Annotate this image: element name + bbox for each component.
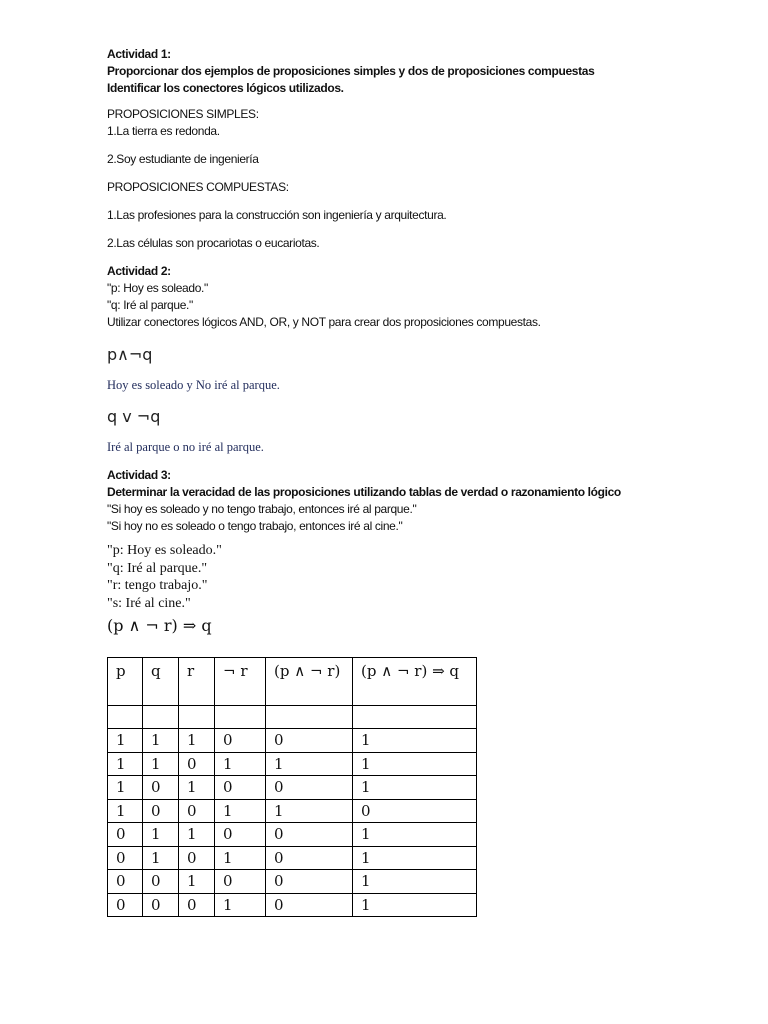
table-cell: 0	[179, 799, 215, 823]
table-cell: 0	[266, 729, 353, 753]
table-cell: 1	[266, 799, 353, 823]
table-cell: 0	[108, 846, 143, 870]
table-cell: 0	[179, 846, 215, 870]
table-empty-cell	[266, 706, 353, 729]
act2-p-def: "p: Hoy es soleado."	[107, 281, 208, 295]
table-row	[108, 776, 477, 800]
table-cell: 1	[353, 776, 477, 800]
table-cell: 0	[108, 893, 143, 917]
table-empty-cell	[143, 706, 179, 729]
act1-line2: Identificar los conectores lógicos utilizados.	[107, 81, 344, 95]
act3-instruction: Determinar la veracidad de las proposiciones utilizando tablas de verdad o razonamiento lógico	[107, 485, 621, 499]
var-s: "s: Iré al cine."	[107, 595, 191, 611]
table-cell: 1	[353, 846, 477, 870]
table-cell: 1	[215, 799, 266, 823]
act3-formula: (p ∧ ¬ r) ⇒ q	[107, 616, 212, 635]
act2-block	[107, 263, 707, 331]
table-cell: 1	[143, 729, 179, 753]
table-cell: 0	[179, 893, 215, 917]
table-row	[108, 893, 477, 917]
act3-variables	[107, 542, 707, 612]
table-cell: 0	[353, 799, 477, 823]
simple-2: 2.Soy estudiante de ingeniería	[107, 152, 259, 166]
act2-title: Actividad 2:	[107, 264, 171, 278]
table-header-cell: (p ∧ ¬ r) ⇒ q	[353, 658, 477, 706]
act2-formula2: q v ¬q	[107, 407, 161, 426]
table-cell: 1	[353, 729, 477, 753]
table-cell: 0	[143, 799, 179, 823]
act3-block	[107, 467, 707, 535]
table-cell: 1	[108, 799, 143, 823]
table-cell: 1	[143, 752, 179, 776]
table-cell: 1	[215, 752, 266, 776]
table-header-cell: (p ∧ ¬ r)	[266, 658, 353, 706]
compound-heading: PROPOSICIONES COMPUESTAS:	[107, 180, 289, 194]
var-r: "r: tengo trabajo."	[107, 578, 208, 593]
table-row	[108, 846, 477, 870]
table-cell: 0	[143, 776, 179, 800]
table-row	[108, 799, 477, 823]
table-header-cell: p	[108, 658, 143, 706]
compound-1: 1.Las profesiones para la construcción son ingeniería y arquitectura.	[107, 208, 447, 222]
act3-quote1: "Si hoy es soleado y no tengo trabajo, entonces iré al parque."	[107, 502, 417, 516]
table-row	[108, 823, 477, 847]
act3-title: Actividad 3:	[107, 468, 171, 482]
table-cell: 1	[179, 776, 215, 800]
table-cell: 1	[143, 846, 179, 870]
table-row	[108, 729, 477, 753]
table-cell: 0	[179, 752, 215, 776]
compound-2: 2.Las células son procariotas o eucariotas.	[107, 236, 320, 250]
table-row	[108, 752, 477, 776]
table-empty-cell	[179, 706, 215, 729]
table-cell: 1	[108, 776, 143, 800]
table-cell: 1	[143, 823, 179, 847]
table-empty-cell	[215, 706, 266, 729]
table-cell: 0	[108, 870, 143, 894]
table-cell: 0	[215, 776, 266, 800]
truth-table	[107, 657, 477, 917]
table-cell: 0	[266, 846, 353, 870]
simple-heading: PROPOSICIONES SIMPLES:	[107, 107, 259, 121]
table-cell: 1	[215, 893, 266, 917]
act1-block	[107, 46, 707, 97]
act2-formula1: p∧¬q	[107, 345, 153, 364]
table-cell: 0	[266, 776, 353, 800]
table-cell: 0	[143, 893, 179, 917]
table-header-cell: q	[143, 658, 179, 706]
act1-line1: Proporcionar dos ejemplos de proposiciones simples y dos de proposiciones compuestas	[107, 64, 595, 78]
table-cell: 0	[266, 870, 353, 894]
table-cell: 1	[108, 752, 143, 776]
act2-instruction: Utilizar conectores lógicos AND, OR, y NOT para crear dos proposiciones compuestas.	[107, 315, 541, 329]
table-cell: 1	[266, 752, 353, 776]
table-cell: 0	[266, 893, 353, 917]
act2-q-def: "q: Iré al parque."	[107, 298, 193, 312]
table-cell: 1	[353, 823, 477, 847]
table-row	[108, 870, 477, 894]
table-cell: 1	[353, 893, 477, 917]
act2-sentence2: Iré al parque o no iré al parque.	[107, 440, 264, 454]
table-cell: 0	[215, 823, 266, 847]
var-q: "q: Iré al parque."	[107, 560, 208, 576]
table-header-cell: r	[179, 658, 215, 706]
table-cell: 1	[179, 823, 215, 847]
act1-title: Actividad 1:	[107, 47, 171, 61]
act3-quote2: "Si hoy no es soleado o tengo trabajo, entonces iré al cine."	[107, 519, 403, 533]
table-cell: 0	[266, 823, 353, 847]
table-spacer-row	[108, 706, 477, 729]
table-empty-cell	[108, 706, 143, 729]
var-p: "p: Hoy es soleado."	[107, 543, 222, 558]
document-page	[107, 46, 707, 636]
act2-sentence1: Hoy es soleado y No iré al parque.	[107, 378, 280, 392]
table-cell: 1	[108, 729, 143, 753]
table-header-cell: ¬ r	[215, 658, 266, 706]
table-cell: 0	[215, 729, 266, 753]
table-empty-cell	[353, 706, 477, 729]
simple-block	[107, 106, 707, 140]
simple-1: 1.La tierra es redonda.	[107, 124, 220, 138]
table-cell: 1	[179, 729, 215, 753]
table-cell: 0	[215, 870, 266, 894]
table-cell: 1	[353, 752, 477, 776]
table-cell: 0	[108, 823, 143, 847]
table-cell: 1	[179, 870, 215, 894]
table-header-row	[108, 658, 477, 706]
table-cell: 1	[353, 870, 477, 894]
table-cell: 1	[215, 846, 266, 870]
table-cell: 0	[143, 870, 179, 894]
